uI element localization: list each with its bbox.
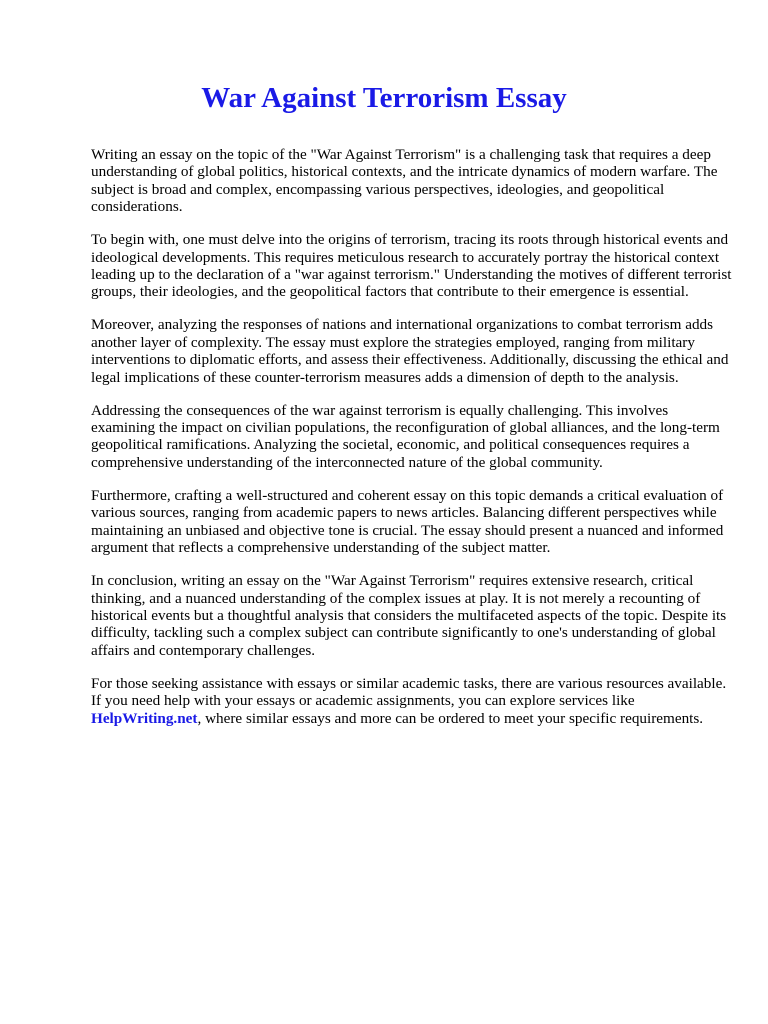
paragraph-5: Furthermore, crafting a well-structured and coherent essay on this topic demands a critical evaluation of various sources, ranging from academic papers to news articles. Balancing different perspectives while maintaining an unbiased and objective tone is crucial. The essay should present a nuanced and informed argument that reflects a comprehensive understanding of the subject matter. [91,486,724,557]
essay-body [91,146,733,743]
paragraph-2: To begin with, one must delve into the origins of terrorism, tracing its roots through historical events and ideological developments. This requires meticulous research to accurately portray the historical context leading up to the declaration of a "war against terrorism." Understanding the motives of different terrorist groups, their ideologies, and the geopolitical factors that contribute to their emergence is essential. [91,231,732,301]
paragraph-3: Moreover, analyzing the responses of nations and international organizations to combat terrorism adds another layer of complexity. The essay must explore the strategies employed, ranging from military interventions to diplomatic efforts, and assess their effectiveness. Additionally, discussing the ethical and legal implications of these counter-terrorism measures adds a dimension of depth to the analysis. [91,316,729,386]
paragraph-1: Writing an essay on the topic of the "War Against Terrorism" is a challenging task that requires a deep understanding of global politics, historical contexts, and the intricate dynamics of modern warfare. The subject is broad and complex, encompassing various perspectives, ideologies, and geopolitical considerations. [91,146,718,216]
paragraph-7-after-link: , where similar essays and more can be ordered to meet your specific requirements. [197,709,704,727]
page-title: War Against Terrorism Essay [201,82,567,114]
paragraph-4: Addressing the consequences of the war against terrorism is equally challenging. This involves examining the impact on civilian populations, the reconfiguration of global alliances, and the long-term geopolitical ramifications. Analyzing the societal, economic, and political consequences requires a comprehensive understanding of the interconnected nature of the global community. [91,401,720,471]
paragraph-7 [91,675,733,727]
helpwriting-link[interactable]: HelpWriting.net [91,709,198,727]
paragraph-7-before-link: For those seeking assistance with essays or similar academic tasks, there are various resources available. If you need help with your essays or academic assignments, you can explore services like [91,674,727,710]
paragraph-6: In conclusion, writing an essay on the "War Against Terrorism" requires extensive research, critical thinking, and a nuanced understanding of the complex issues at play. It is not merely a recounting of historical events but a thoughtful analysis that considers the multifaceted aspects of the topic. Despite its difficulty, tackling such a complex subject can contribute significantly to one's understanding of global affairs and contemporary challenges. [91,572,727,659]
